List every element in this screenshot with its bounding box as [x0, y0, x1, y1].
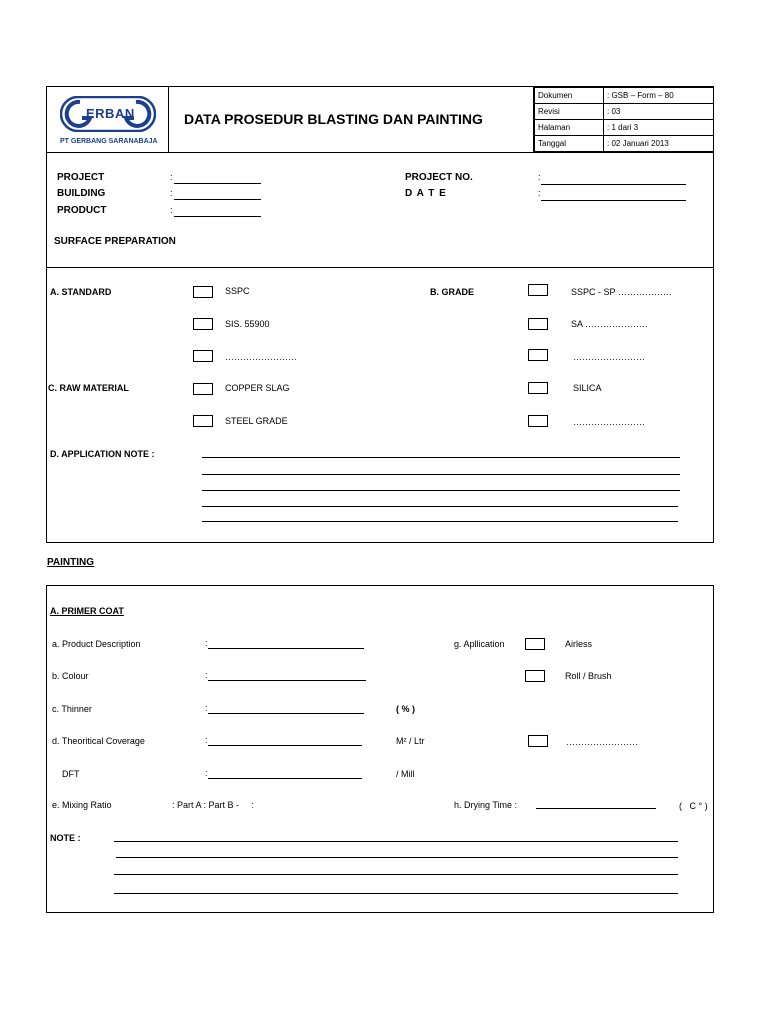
product-description-field[interactable]	[208, 648, 364, 649]
application-note-line[interactable]	[202, 457, 680, 458]
doc-label: Dokumen	[535, 88, 604, 104]
thinner-label: c. Thinner	[52, 704, 92, 714]
product-description-label: a. Product Description	[52, 639, 141, 649]
colour-colon: :	[205, 670, 208, 680]
application-note-line[interactable]	[202, 490, 680, 491]
product-colon: :	[170, 205, 173, 215]
steel-grade-checkbox[interactable]	[193, 415, 213, 427]
date-label: D A T E	[405, 188, 447, 199]
doc-label: Revisi	[535, 104, 604, 120]
airless-label: Airless	[565, 639, 593, 649]
doc-label: Tanggal	[535, 136, 604, 152]
application-other-dots: ……………………	[566, 737, 638, 747]
silica-label: SILICA	[573, 383, 602, 393]
copper-slag-checkbox[interactable]	[193, 383, 213, 395]
surface-preparation-heading: SURFACE PREPARATION	[54, 236, 176, 247]
application-note-line[interactable]	[202, 474, 680, 475]
application-other-checkbox[interactable]	[528, 735, 548, 747]
thinner-field[interactable]	[208, 713, 364, 714]
project-no-label: PROJECT NO.	[405, 172, 473, 183]
document-info-table	[534, 87, 714, 152]
sa-label: SA …………………	[571, 319, 649, 329]
page-title: DATA PROSEDUR BLASTING DAN PAINTING	[184, 111, 483, 127]
grade-label: B. GRADE	[430, 287, 475, 297]
colour-label: b. Colour	[52, 671, 89, 681]
drying-time-label: h. Drying Time :	[454, 800, 518, 810]
raw-other-dots: ……………………	[573, 417, 645, 427]
building-label: BUILDING	[57, 188, 106, 199]
standard-other-checkbox[interactable]	[193, 350, 213, 362]
sa-checkbox[interactable]	[528, 318, 548, 330]
celsius-unit: ( C ° )	[679, 801, 708, 811]
painting-heading: PAINTING	[47, 557, 95, 568]
doc-value: : 02 Januari 2013	[604, 136, 714, 152]
application-note-line[interactable]	[202, 506, 678, 507]
silica-checkbox[interactable]	[528, 382, 548, 394]
application-label: g. Apllication	[454, 639, 505, 649]
grade-other-checkbox[interactable]	[528, 349, 548, 361]
building-colon: :	[170, 188, 173, 198]
raw-other-checkbox[interactable]	[528, 415, 548, 427]
doc-label: Halaman	[535, 120, 604, 136]
doc-row	[535, 120, 714, 136]
logo-text: ERBAN	[86, 106, 135, 121]
company-logo	[60, 96, 156, 132]
mixing-ratio-label: e. Mixing Ratio	[52, 800, 112, 810]
colour-field[interactable]	[208, 680, 366, 681]
sis-checkbox[interactable]	[193, 318, 213, 330]
coverage-field[interactable]	[208, 745, 362, 746]
date-field[interactable]	[541, 200, 686, 201]
percent-unit: ( % )	[396, 704, 415, 714]
doc-value: : GSB – Form – 80	[604, 88, 714, 104]
steel-grade-label: STEEL GRADE	[225, 416, 288, 426]
note-label: NOTE :	[50, 833, 81, 843]
project-no-colon: :	[538, 172, 541, 182]
application-note-line[interactable]	[202, 521, 678, 522]
m2-ltr-unit: M² / Ltr	[396, 736, 425, 746]
roll-brush-checkbox[interactable]	[525, 670, 545, 682]
dft-colon: :	[205, 768, 208, 778]
drying-time-field[interactable]	[536, 808, 656, 809]
note-line[interactable]	[114, 874, 678, 875]
doc-value: : 1 dari 3	[604, 120, 714, 136]
doc-row	[535, 88, 714, 104]
coverage-colon: :	[205, 735, 208, 745]
coverage-label: d. Theoritical Coverage	[52, 736, 145, 746]
standard-label: A. STANDARD	[50, 287, 112, 297]
sis-label: SIS. 55900	[225, 319, 270, 329]
doc-value: : 03	[604, 104, 714, 120]
surface-box	[46, 267, 714, 543]
logo-divider	[168, 86, 169, 153]
sspc-label: SSPC	[225, 286, 250, 296]
grade-other-dots: ……………………	[573, 352, 645, 362]
project-colon: :	[170, 172, 173, 182]
company-name: PT GERBANG SARANABAJA	[60, 138, 158, 145]
project-label: PROJECT	[57, 172, 105, 183]
mixing-ratio-value: : Part A : Part B - :	[172, 800, 255, 810]
product-description-colon: :	[205, 638, 208, 648]
application-note-label: D. APPLICATION NOTE :	[50, 449, 155, 459]
raw-material-label: C. RAW MATERIAL	[48, 383, 129, 393]
copper-slag-label: COPPER SLAG	[225, 383, 290, 393]
sspc-checkbox[interactable]	[193, 286, 213, 298]
date-colon: :	[538, 188, 541, 198]
doc-row	[535, 104, 714, 120]
note-line[interactable]	[114, 841, 678, 842]
primer-coat-heading: A. PRIMER COAT	[50, 606, 124, 616]
dft-field[interactable]	[208, 778, 362, 779]
sspc-sp-label: SSPC - SP ………………	[571, 287, 672, 297]
product-label: PRODUCT	[57, 205, 107, 216]
standard-other-dots: ……………………	[225, 352, 297, 362]
roll-brush-label: Roll / Brush	[565, 671, 612, 681]
product-field[interactable]	[174, 216, 261, 217]
project-field[interactable]	[174, 183, 261, 184]
project-box	[46, 152, 714, 268]
airless-checkbox[interactable]	[525, 638, 545, 650]
project-no-field[interactable]	[541, 184, 686, 185]
thinner-colon: :	[205, 703, 208, 713]
note-line[interactable]	[116, 857, 678, 858]
mill-unit: / Mill	[396, 769, 415, 779]
dft-label: DFT	[62, 769, 80, 779]
building-field[interactable]	[174, 199, 261, 200]
doc-row	[535, 136, 714, 152]
note-line[interactable]	[114, 893, 678, 894]
painting-box	[46, 585, 714, 913]
sspc-sp-checkbox[interactable]	[528, 284, 548, 296]
